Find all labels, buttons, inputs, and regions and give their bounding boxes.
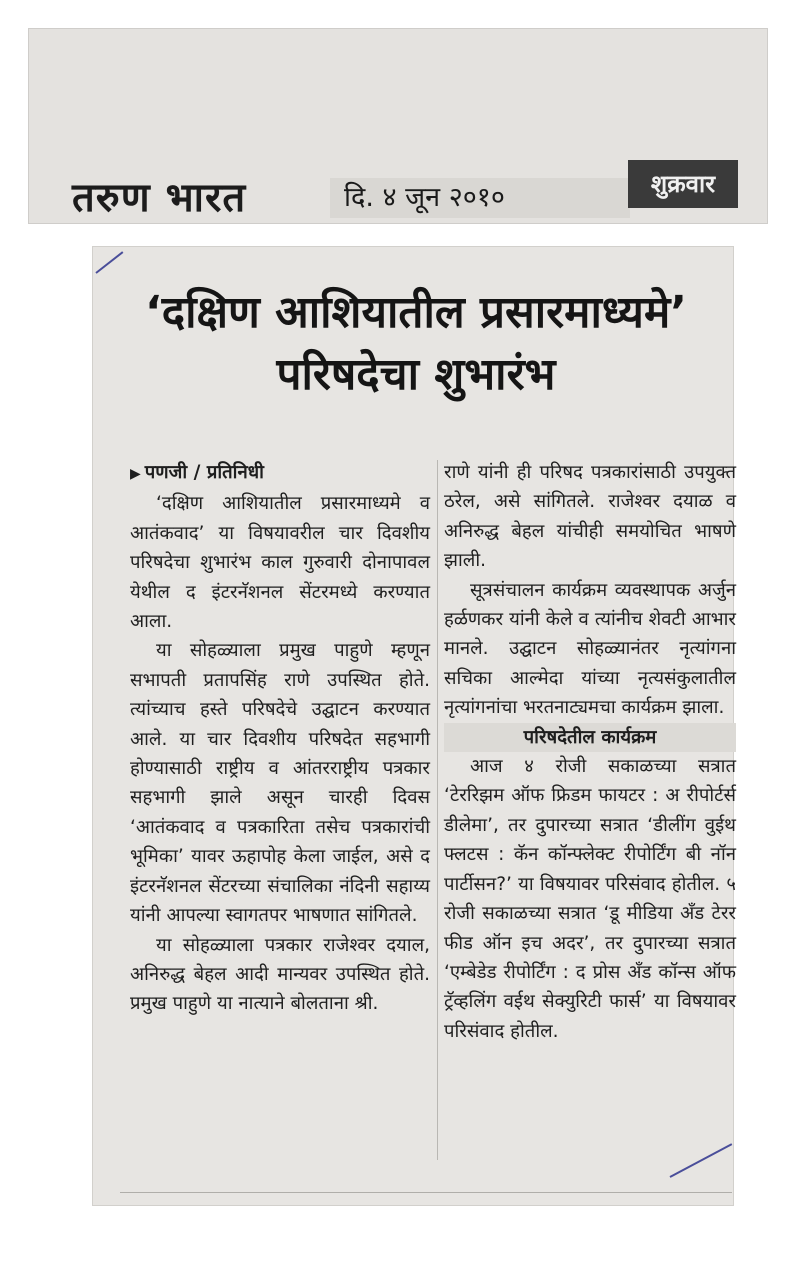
byline-text: पणजी / प्रतिनिधी — [144, 462, 264, 483]
paragraph-5: सूत्रसंचालन कार्यक्रम व्यवस्थापक अर्जुन हर्ळणकर यांनी केले व त्यांनीच शेवटी आभार मानले. उद्घाटन सोहळ्यानंतर नृत्यांगना सचिका आल्मेदा यांच्या नृत्यसंकुलातील नृत्यांगनांचा भरतनाट्यमचा कार्यक्रम झाला. — [444, 579, 736, 719]
article-column-left — [130, 458, 430, 1019]
paragraph-2: या सोहळ्याला प्रमुख पाहुणे म्हणून सभापती प्रतापसिंह राणे उपस्थित होते. त्यांच्याच हस्ते परिषदेचे उद्घाटन करण्यात आले. या चार दिवशीय परिषदेत सहभागी होण्यासाठी राष्ट्रीय व आंतरराष्ट्रीय पत्रकार सहभागी झाले असून चारही दिवस ‘आतंकवाद व पत्रकारिता तसेच पत्रकारांची भूमिका’ यावर ऊहापोह केला जाईल, असे द इंटरनॅशनल सेंटरच्या संचालिका नंदिनी सहाय्य यांनी आपल्या स्वागतपर भाषणात सांगितले. — [130, 640, 430, 927]
paragraph-1: ‘दक्षिण आशियातील प्रसारमाध्यमे व आतंकवाद’ या विषयावरील चार दिवशीय परिषदेचा शुभारंभ काल गुरुवारी दोनापावल येथील द इंटरनॅशनल सेंटरमध्ये करण्यात आला. — [130, 493, 430, 633]
headline-line-2: परिषदेचा शुभारंभ — [276, 349, 556, 400]
column-divider — [437, 460, 438, 1160]
headline-line-1: ‘दक्षिण आशियातील प्रसारमाध्यमे’ — [145, 287, 687, 338]
publication-date: दि. ४ जून २०१० — [330, 178, 630, 218]
newspaper-name: तरुण भारत — [72, 175, 247, 221]
byline — [130, 458, 430, 489]
paragraph-6: आज ४ रोजी सकाळच्या सत्रात ‘टेररिझम ऑफ फ्रिडम फायटर : अ रीपोर्टर्स डीलेमा’, तर दुपारच्या सत्रात ‘डीलींग वुईथ फ्लटस : कॅन कॉन्फ्लेक्ट रीपोर्टिंग बी नॉन पार्टीसन?’ या विषयावर परिसंवाद होतील. ५ रोजी सकाळच्या सत्रात ‘डू मीडिया अँड टेरर फीड ऑन इच अदर’, तर दुपारच्या सत्रात ‘एम्बेडेड रीपोर्टिंग : द प्रोस अँड कॉन्स ऑफ ट्रॅव्हलिंग वईथ सेक्युरिटी फार्स’ या विषयावर परिसंवाद होतील. — [444, 756, 736, 1042]
publication-day: शुक्रवार — [628, 160, 738, 208]
article-column-right — [444, 458, 736, 1046]
bottom-rule — [120, 1192, 732, 1193]
play-arrow-icon: ▶ — [130, 466, 141, 482]
paragraph-4: राणे यांनी ही परिषद पत्रकारांसाठी उपयुक्त ठरेल, असे सांगितले. राजेश्वर दयाळ व अनिरुद्ध बेहल यांचीही समयोचित भाषणे झाली. — [444, 462, 736, 572]
article-headline — [96, 282, 736, 406]
paragraph-3: या सोहळ्याला पत्रकार राजेश्वर दयाल, अनिरुद्ध बेहल आदी मान्यवर उपस्थित होते. प्रमुख पाहुणे या नात्याने बोलताना श्री. — [130, 934, 430, 1015]
section-subheading: परिषदेतील कार्यक्रम — [444, 723, 736, 752]
